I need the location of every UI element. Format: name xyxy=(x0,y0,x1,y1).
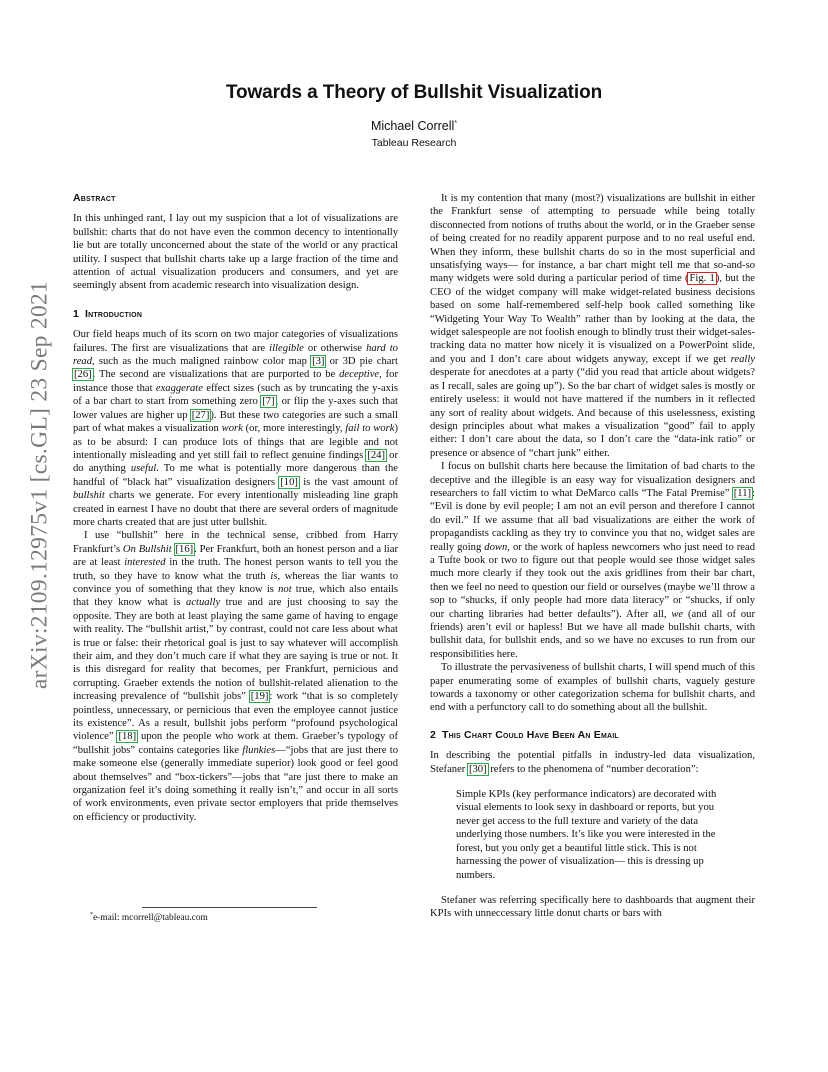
abstract-text: In this unhinged rant, I lay out my suspicion that a lot of visualizations are bullshit: charts that do not have even the common decency to intentionally lie but are totally unconcerned about the state of the world or any practical utility. I suspect that bullshit charts take up a large fraction of the time and attention of actual visualization producers and consumers, and yet are seemingly absent from academic research into visualization design. xyxy=(73,213,398,292)
citation-link[interactable]: [16] xyxy=(175,543,194,555)
block-quote xyxy=(456,788,728,882)
section-1-heading xyxy=(73,308,398,321)
abstract-heading: Abstract xyxy=(73,192,116,204)
section-1-title: Introduction xyxy=(85,307,143,320)
section-2-paragraph-1: In describing the potential pitfalls in industry-led data visualization, Stefaner [30] refers to the phenomena of “number decoration”: xyxy=(430,750,755,775)
footnote xyxy=(90,912,208,923)
citation-link[interactable]: [26] xyxy=(74,369,92,381)
section-2-number: 2 xyxy=(430,728,437,741)
citation-link[interactable]: [24] xyxy=(367,449,386,461)
citation-link[interactable]: [10] xyxy=(280,476,298,488)
right-column xyxy=(430,192,755,921)
citation-link[interactable]: [19] xyxy=(250,691,269,703)
arxiv-stamp-text: arXiv:2109.12975v1 [cs.GL] 23 Sep 2021 xyxy=(26,280,53,690)
footnote-email[interactable]: e-mail: mcorrell@tableau.com xyxy=(93,913,208,923)
citation-link[interactable]: [11] xyxy=(733,487,752,499)
paper-title: Towards a Theory of Bullshit Visualization xyxy=(225,82,603,103)
footnote-rule xyxy=(142,907,317,908)
right-paragraph-2: I focus on bullshit charts here because the limitation of bad charts to the deceptive and the illegible is an easy way for visualization designers and researchers to fall victim to what DeMarco calls “The Fatal Premise” [11]: “Evil is done by evil people; I am not an evil person and therefore I cannot do evil.” If we assume that all bad visualizations are either the work of propagandists cackling as they try to convince you that no, widget sales are really going down, or the work of hapless newcomers who just need to read a Tufte book or two to figure out that people would see those widget sales much more clearly if they took out the axis gridlines from their bar chart, then we feel no need to question our field or ourselves (maybe we’ll throw a sop to “shucks, if only people had more data literacy” or “shucks, if only our charting libraries had better defaults”). After all, we (and all of our friends) aren’t evil or hapless! But we have all made bullshit charts, with bullshit data, for bullshit ends, and so we have no excuses to run from our responsibilities here. xyxy=(430,461,755,660)
left-column xyxy=(73,192,398,824)
intro-paragraph-1: Our field heaps much of its scorn on two major categories of visualizations failures. The first are visualizations that are illegible or otherwise hard to read, such as the much maligned rainbow color map [3] or 3D pie chart [26]. The second are visualizations that are purported to be deceptive, for instance those that exaggerate effect sizes (such as by truncating the y-axis of a bar chart to start from something zero [7], or flip the y-axes such that lower values are higher up [27]). But these two categories are such a small part of what makes a visualization work (or, more interestingly, fail to work) as to be absurd: I can produce lots of things that are legible and not intentionally misleading and yet still fail to reflect genuine findings [24] or do anything useful. To me what is potentially more dangerous than the handful of “black hat” visualization designers [10] is the vast amount of bullshit charts we generate. For every intentionally misleading line graph created in earnest I have no doubt that there are several orders of magnitude more charts created that are just utter bullshit. xyxy=(73,329,399,528)
author-affiliation: Tableau Research xyxy=(371,137,457,149)
author-name: Michael Correll xyxy=(370,119,455,133)
citation-link[interactable]: [3] xyxy=(312,356,325,368)
citation-link[interactable]: [30] xyxy=(468,763,487,775)
arxiv-stamp xyxy=(20,280,60,690)
author-footnote-mark: * xyxy=(454,120,458,127)
citation-link[interactable]: [27] xyxy=(191,409,210,421)
right-paragraph-1: It is my contention that many (most?) visualizations are bullshit in either the Frankfurt sense of attempting to persuade while being totally disconnected from notions of truths about the world, or in the Graeber sense of being created for no readily apparent purpose and to no real useful end. When they inform, these bullshit charts do so in the most superficial and unsatisfying ways— for instance, a bar chart might tell me that so-and-so many widgets were sold during a particular period of time (Fig. 1), but the CEO of the widget company will make widget-related business decisions based on some half-remembered self-help book called something like “Widgeting Your Way To Wealth” rather than by looking at the data, the widget salespeople are not foolish enough to blindly trust their widget-sales-tracking data no matter how nicely it is visualized on a PowerPoint slide, and you and I don’t care about widgets anyway, except if we get really desperate for anecdotes at a party (“did you read that article about widgets? as I recall, sales are going up”). So the bar chart of widget sales is mostly or entirely useless: it would not have mattered if the numbers in it reflected any sort of reality about widgets. And because of this uselessness, existing design principles about what makes a visualization “good” fail to apply either: I don’t care about the data, so I don’t care the “data-ink ratio” or presence or absence of “chart junk” either. xyxy=(430,193,755,459)
author-line xyxy=(0,119,828,133)
right-paragraph-3: To illustrate the pervasiveness of bullshit charts, I will spend much of this paper enumerating some of examples of bullshit charts, vaguely gesture towards a taxonomy or other categorization schema for bullshit charts, and end with a perfunctory call to do something about all the bullshit. xyxy=(430,662,755,714)
section-2-title: This Chart Could Have Been An Email xyxy=(442,728,619,741)
block-quote-text: Simple KPIs (key performance indicators) are decorated with visual elements to look sexy in dashboard or reports, but you never get access to the full texture and variety of the data underlying those numbers. It’s like you were interested in the forest, but you only get a beautiful little stick. This is not harnessing the power of visualization— this is dressing up numbers. xyxy=(456,789,717,881)
citation-link[interactable]: [18] xyxy=(118,731,137,743)
figure-link[interactable]: Fig. 1 xyxy=(689,273,715,285)
citation-link[interactable]: [7] xyxy=(262,396,275,408)
section-2-heading xyxy=(430,729,755,742)
section-1-number: 1 xyxy=(73,307,80,320)
footnote-mark: * xyxy=(90,912,93,918)
section-2-paragraph-2: Stefaner was referring specifically here to dashboards that augment their KPIs with unneccessary little donut charts or bars with xyxy=(430,894,755,920)
intro-paragraph-2: I use “bullshit” here in the technical sense, cribbed from Harry Frankfurt’s On Bullshit [16]. Per Frankfurt, both an honest person and a liar are at least interested in the truth. The honest person wants to tell you the truth, so they have to know what the truth is, whereas the liar wants to convince you of something that they know is not true, which also entails that they know what is actually true and are just choosing to say the opposite. They are both at least playing the same game of having to engage with reality. The “bullshit artist,” by contrast, could not care less about what is true or false: their rhetorical goal is just to say whatever will accomplish their aim, and they don’t much care if what they are saying is true or not. It is this disregard for reality that becomes, per Frankfurt, pernicious and corrupting. Graeber extends the notion of bullshit-related alienation to the increasing prevalence of “bullshit jobs” [19]: work “that is so completely pointless, unnecessary, or pernicious that even the employee cannot justice its existence”. As a result, bullshit jobs perform “profound psychological violence” [18] upon the people who work at them. Graeber’s typology of “bullshit jobs” contains categories like flunkies—“jobs that are just there to make someone else (generally immediate superior) look good or feel good about themselves” and “box-tickers”—jobs that “are just there to make an organization feel it’s doing something it really isn’t,” and occur in all sorts of work environments, even private sector employers that pride themselves on efficiency or productivity. xyxy=(73,530,399,823)
